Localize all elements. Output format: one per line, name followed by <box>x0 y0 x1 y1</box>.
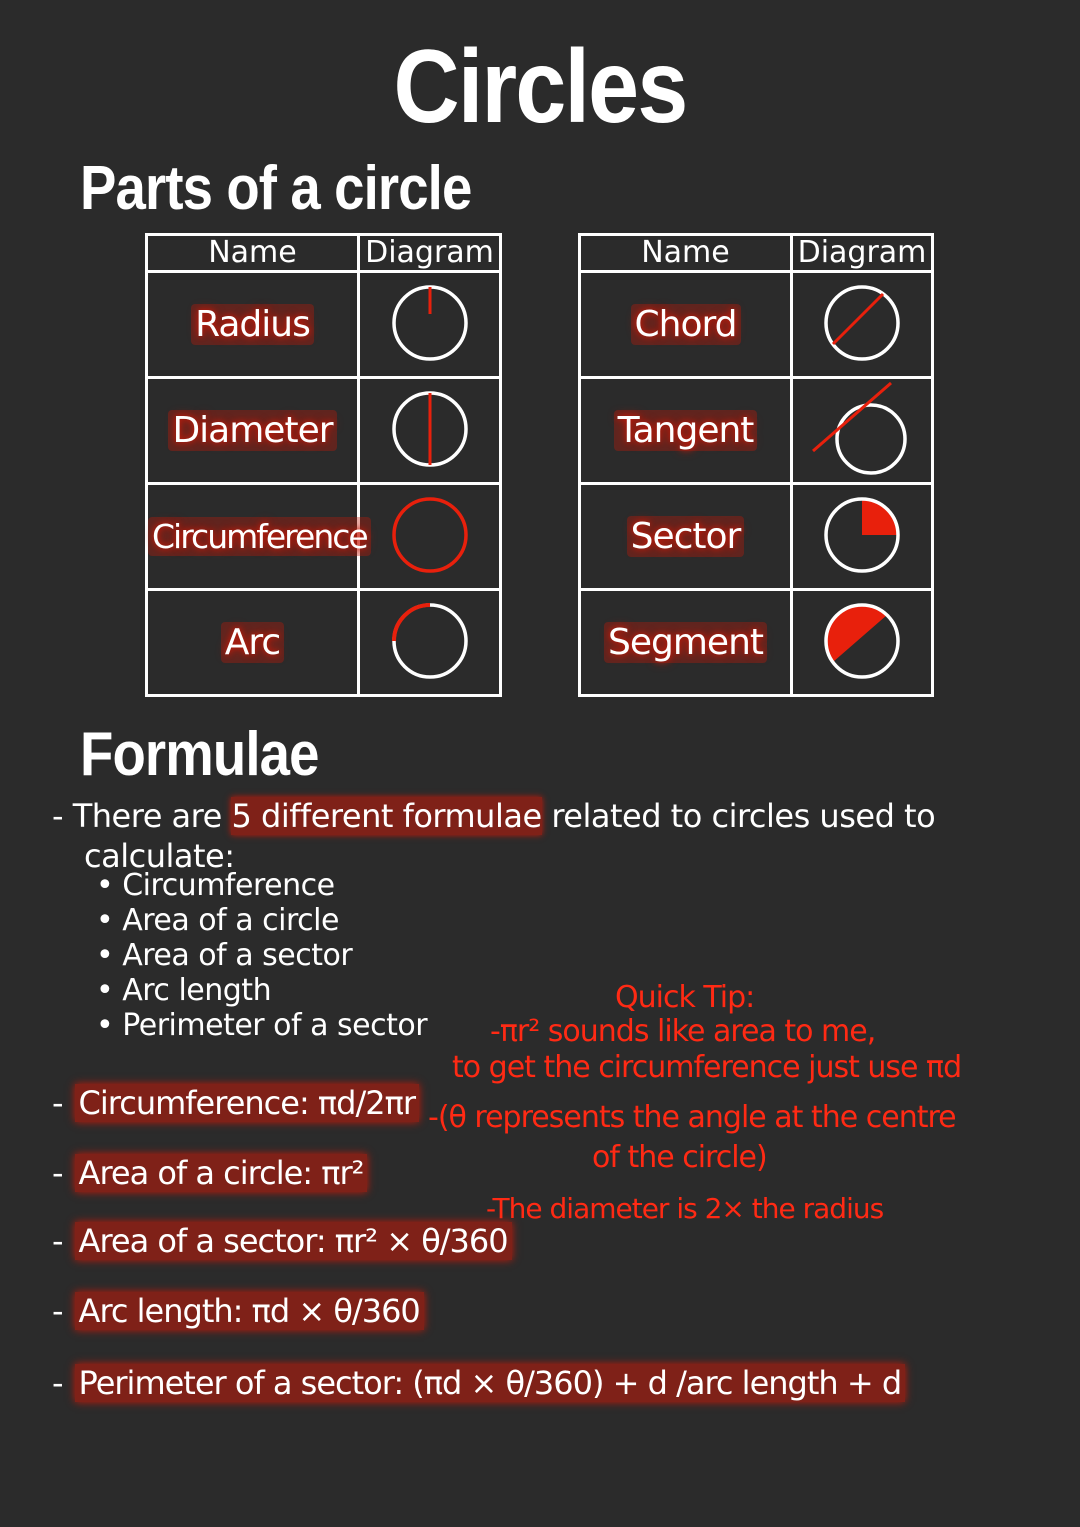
tip-line: -(θ represents the angle at the centre <box>428 1100 956 1135</box>
formula-arc-length: - Arc length: πd × θ/360 <box>52 1292 424 1330</box>
formula-text: Area of a sector: πr² × θ/360 <box>75 1222 512 1260</box>
formula-list <box>96 868 427 1043</box>
formulae-heading: Formulae <box>80 720 319 789</box>
formula-area-sector: - Area of a sector: πr² × θ/360 <box>52 1222 512 1260</box>
list-item: • Area of a circle <box>96 903 427 938</box>
part-name: Radius <box>191 304 314 345</box>
radius-icon <box>385 278 475 368</box>
part-name: Chord <box>631 304 741 345</box>
tip-title: Quick Tip: <box>615 980 755 1015</box>
table-row <box>147 378 501 484</box>
formula-perimeter-sector: - Perimeter of a sector: (πd × θ/360) + d /arc length + d <box>52 1364 905 1402</box>
circumference-icon <box>385 490 475 580</box>
part-name: Arc <box>221 622 284 663</box>
tip-line: -The diameter is 2× the radius <box>486 1192 884 1225</box>
intro-highlight: 5 different formulae <box>231 797 542 835</box>
parts-table-right <box>578 233 934 697</box>
header-name: Name <box>147 235 359 272</box>
part-name: Sector <box>627 516 745 557</box>
formula-text: Arc length: πd × θ/360 <box>75 1292 424 1330</box>
part-name: Diameter <box>168 410 336 451</box>
parts-heading: Parts of a circle <box>80 154 472 223</box>
list-item: • Circumference <box>96 868 427 903</box>
tip-line: to get the circumference just use πd <box>452 1050 962 1085</box>
part-name: Circumference <box>148 517 371 556</box>
diameter-icon <box>385 384 475 474</box>
part-name: Segment <box>604 622 767 663</box>
table-row <box>147 272 501 378</box>
formula-circumference: - Circumference: πd/2πr <box>52 1084 419 1122</box>
arc-icon <box>385 596 475 686</box>
table-row <box>147 590 501 696</box>
formula-text: Circumference: πd/2πr <box>75 1084 419 1122</box>
page-title: Circles <box>393 29 687 145</box>
table-row <box>580 378 933 484</box>
formula-area-circle: - Area of a circle: πr² <box>52 1154 367 1192</box>
tangent-icon <box>807 381 917 477</box>
part-name: Tangent <box>614 410 758 451</box>
table-row <box>147 484 501 590</box>
segment-icon <box>817 596 907 686</box>
parts-table-left <box>145 233 502 697</box>
table-row <box>580 484 933 590</box>
tip-line: -πr² sounds like area to me, <box>490 1014 876 1049</box>
list-item: • Area of a sector <box>96 938 427 973</box>
chord-icon <box>817 278 907 368</box>
tip-line: of the circle) <box>592 1140 767 1175</box>
header-diagram: Diagram <box>792 235 933 272</box>
header-name: Name <box>580 235 792 272</box>
intro-text <box>52 796 935 876</box>
header-diagram: Diagram <box>359 235 501 272</box>
intro-after: related to circles used to <box>551 797 936 835</box>
formula-text: Perimeter of a sector: (πd × θ/360) + d /arc length + d <box>75 1364 906 1402</box>
list-item: • Perimeter of a sector <box>96 1008 427 1043</box>
table-row <box>580 590 933 696</box>
intro-line2: calculate: <box>84 837 235 875</box>
list-item: • Arc length <box>96 973 427 1008</box>
table-row <box>580 272 933 378</box>
sector-icon <box>817 490 907 580</box>
intro-dash: - <box>52 797 64 835</box>
intro-before: There are <box>72 797 222 835</box>
formula-text: Area of a circle: πr² <box>75 1154 368 1192</box>
